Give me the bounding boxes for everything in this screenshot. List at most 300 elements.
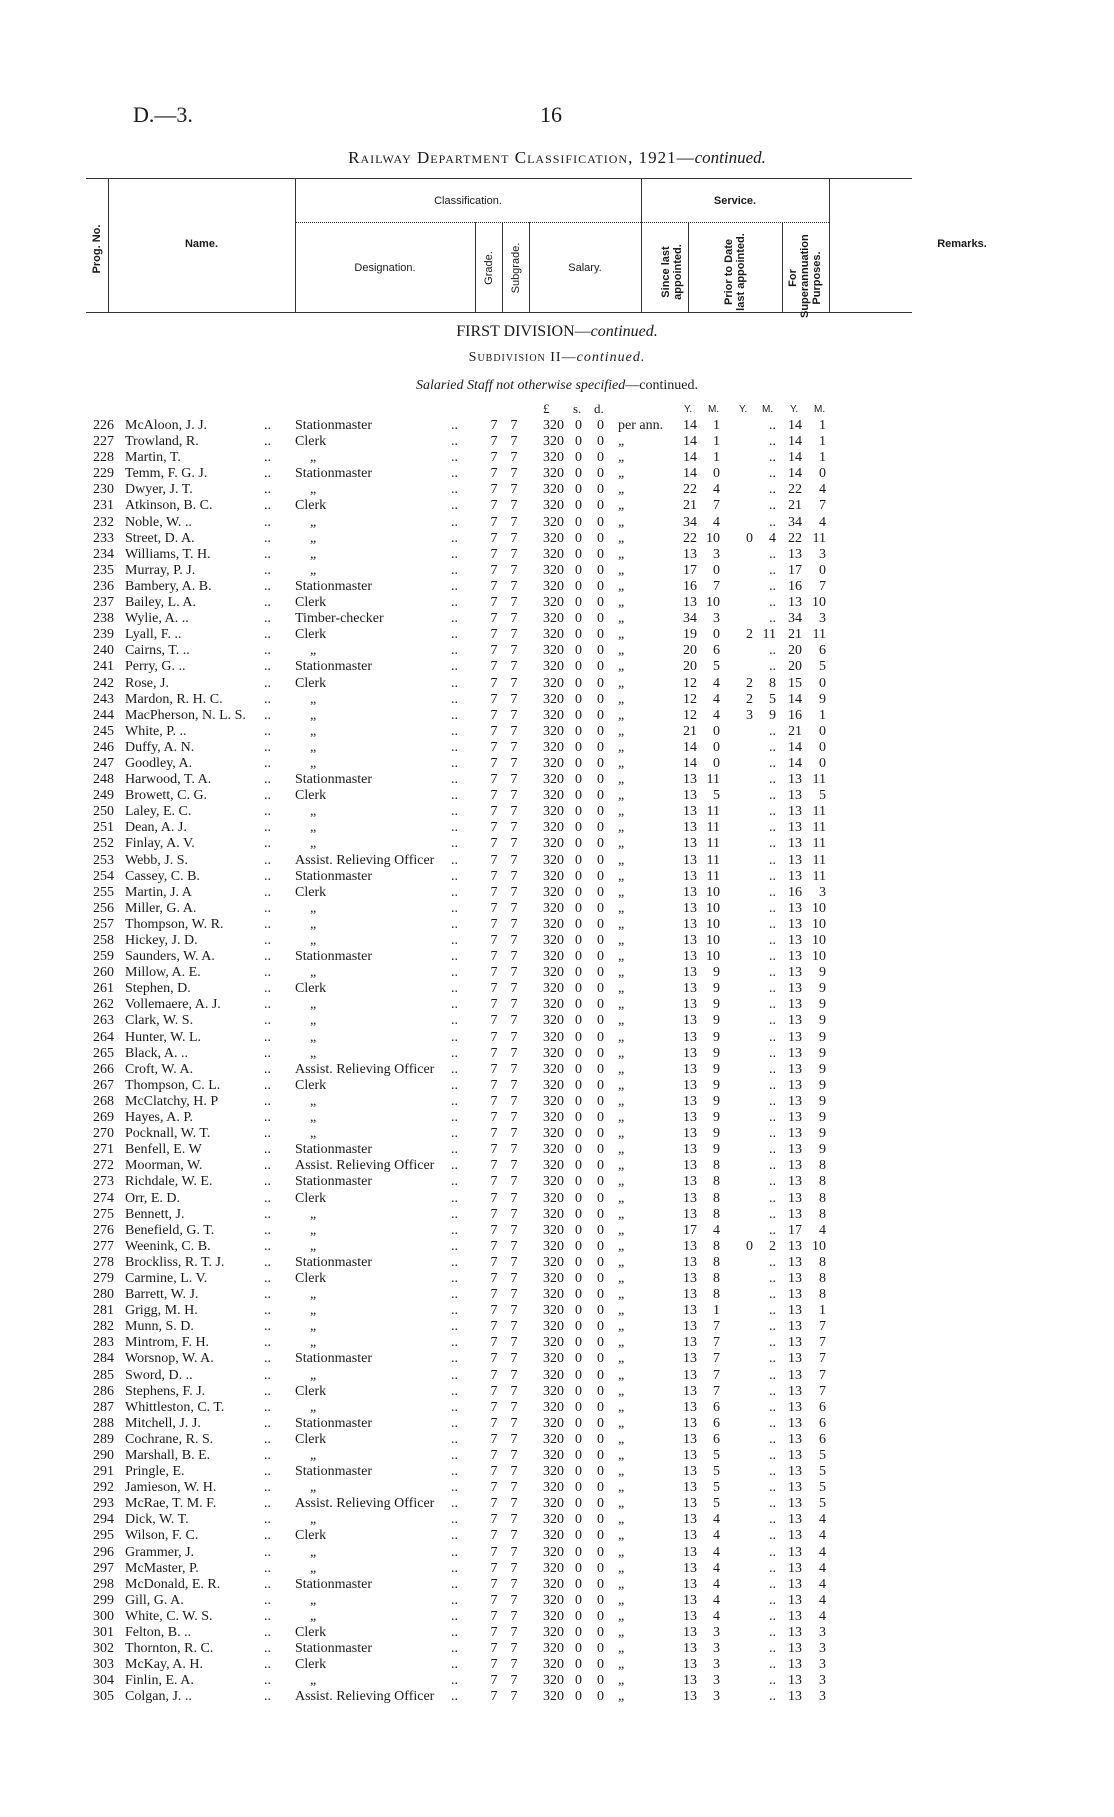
since-years-cell: 13 [683, 1608, 697, 1624]
subgrade-cell: 7 [510, 723, 518, 739]
since-years-cell: 13 [683, 1206, 697, 1222]
salary-period-cell: „ [618, 450, 625, 466]
designation-cell: „ [310, 1673, 317, 1689]
super-months-cell: 0 [819, 723, 826, 739]
super-years-cell: 13 [788, 1560, 802, 1576]
designation-leader-dots: .. [451, 1013, 458, 1029]
prog-no-cell: 268 [93, 1093, 114, 1109]
salary-period-cell: „ [618, 1126, 625, 1142]
salary-period-cell: „ [618, 1657, 625, 1673]
designation-cell: „ [310, 482, 317, 498]
prior-months-cell: .. [769, 836, 776, 852]
designation-leader-dots: .. [451, 1528, 458, 1544]
since-years-cell: 13 [683, 1399, 697, 1415]
since-years-cell: 13 [683, 1126, 697, 1142]
salary-pence-cell: 0 [597, 1335, 604, 1351]
division-heading-continued: continued. [590, 323, 658, 340]
salary-period-cell: „ [618, 1641, 625, 1657]
table-row [0, 434, 1114, 450]
grade-cell: 7 [490, 1303, 498, 1319]
since-months-cell: 9 [713, 1061, 720, 1077]
salary-period-cell: „ [618, 949, 625, 965]
prog-no-cell: 287 [93, 1399, 114, 1415]
salary-period-cell: „ [618, 1287, 625, 1303]
salary-period-cell: „ [618, 675, 625, 691]
salary-shillings-cell: 0 [575, 755, 582, 771]
document-reference: D.—3. [133, 102, 193, 127]
since-years-cell: 13 [683, 1351, 697, 1367]
name-cell: Orr, E. D. [125, 1190, 181, 1206]
name-cell: Atkinson, B. C. [125, 498, 213, 514]
grade-cell: 7 [490, 1158, 498, 1174]
table-row [0, 836, 1114, 852]
designation-cell: „ [310, 1608, 317, 1624]
salary-shillings-cell: 0 [575, 1110, 582, 1126]
salary-period-cell: „ [618, 981, 625, 997]
prior-months-cell: .. [769, 1190, 776, 1206]
since-years-cell: 13 [683, 595, 697, 611]
name-cell: Richdale, W. E. [125, 1174, 213, 1190]
name-cell: Croft, W. A. [125, 1061, 194, 1077]
super-years-cell: 13 [788, 1496, 802, 1512]
name-cell: McRae, T. M. F. [125, 1496, 217, 1512]
grade-cell: 7 [490, 707, 498, 723]
super-years-cell: 13 [788, 1576, 802, 1592]
salary-shillings-cell: 0 [575, 739, 582, 755]
salary-pence-cell: 0 [597, 1029, 604, 1045]
super-years-cell: 13 [788, 1608, 802, 1624]
designation-leader-dots: .. [451, 1270, 458, 1286]
name-cell: Cassey, C. B. [125, 868, 200, 884]
name-cell: Grigg, M. H. [125, 1303, 198, 1319]
since-years-cell: 12 [683, 707, 697, 723]
name-cell: Vollemaere, A. J. [125, 997, 221, 1013]
prog-no-cell: 234 [93, 546, 114, 562]
prior-months-cell: .. [769, 1319, 776, 1335]
salary-shillings-cell: 0 [575, 643, 582, 659]
grade-cell: 7 [490, 1319, 498, 1335]
table-row [0, 772, 1114, 788]
super-months-cell: 0 [819, 755, 826, 771]
since-months-cell: 9 [713, 981, 720, 997]
since-months-cell: 4 [713, 1576, 720, 1592]
since-years-cell: 13 [683, 1560, 697, 1576]
subgrade-cell: 7 [510, 1319, 518, 1335]
super-months-cell: 11 [812, 820, 826, 836]
designation-cell: Clerk [295, 981, 327, 997]
designation-cell: „ [310, 1110, 317, 1126]
since-years-cell: 13 [683, 1367, 697, 1383]
salary-pounds-cell: 320 [543, 595, 564, 611]
designation-cell: „ [310, 1399, 317, 1415]
table-row [0, 1512, 1114, 1528]
name-leader-dots: .. [264, 611, 271, 627]
prog-no-cell: 298 [93, 1576, 114, 1592]
prog-no-cell: 288 [93, 1415, 114, 1431]
prog-no-cell: 263 [93, 1013, 114, 1029]
name-cell: Stephen, D. [125, 981, 191, 997]
salary-pence-cell: 0 [597, 1367, 604, 1383]
grade-cell: 7 [490, 1608, 498, 1624]
salary-shillings-cell: 0 [575, 659, 582, 675]
since-years-cell: 34 [683, 611, 697, 627]
salary-period-cell: „ [618, 933, 625, 948]
designation-cell: „ [310, 1093, 317, 1109]
salary-shillings-cell: 0 [575, 1238, 582, 1254]
since-months-cell: 5 [713, 1496, 720, 1512]
prog-no-cell: 305 [93, 1689, 114, 1705]
name-leader-dots: .. [264, 772, 271, 788]
subgrade-cell: 7 [510, 466, 518, 482]
name-leader-dots: .. [264, 1029, 271, 1045]
divider-grade [502, 222, 503, 312]
subgrade-cell: 7 [510, 707, 518, 723]
salary-period-cell: „ [618, 723, 625, 739]
salary-pounds-cell: 320 [543, 1464, 564, 1480]
salary-pence-cell: 0 [597, 466, 604, 482]
designation-cell: „ [310, 1367, 317, 1383]
designation-cell: „ [310, 1512, 317, 1528]
table-row [0, 1625, 1114, 1641]
super-months-cell: 4 [819, 1576, 826, 1592]
salary-pence-cell: 0 [597, 820, 604, 836]
super-years-cell: 13 [788, 1464, 802, 1480]
salary-shillings-cell: 0 [575, 900, 582, 916]
salary-shillings-cell: 0 [575, 1174, 582, 1190]
designation-cell: „ [310, 450, 317, 466]
name-leader-dots: .. [264, 1448, 271, 1463]
salary-pence-cell: 0 [597, 1673, 604, 1689]
super-years-cell: 13 [788, 1045, 802, 1061]
designation-leader-dots: .. [451, 1110, 458, 1126]
salary-pounds-cell: 320 [543, 884, 564, 900]
designation-leader-dots: .. [451, 965, 458, 981]
name-leader-dots: .. [264, 1657, 271, 1673]
name-leader-dots: .. [264, 916, 271, 932]
name-leader-dots: .. [264, 1142, 271, 1158]
since-years-cell: 14 [683, 466, 697, 482]
table-row [0, 917, 1114, 933]
salary-pounds-cell: 320 [543, 949, 564, 965]
since-months-cell: 3 [713, 1641, 720, 1657]
name-leader-dots: .. [264, 1496, 271, 1512]
name-cell: Hayes, A. P. [125, 1110, 194, 1126]
name-cell: Dean, A. J. [125, 820, 187, 836]
salary-pence-cell: 0 [597, 611, 604, 627]
salary-period-cell: „ [618, 1689, 625, 1705]
designation-cell: „ [310, 1029, 317, 1045]
name-cell: Black, A. .. [125, 1045, 188, 1061]
salary-period-cell: „ [618, 1110, 625, 1126]
table-row [0, 418, 1114, 434]
designation-cell: „ [310, 1319, 317, 1335]
unit-shillings: s. [573, 401, 582, 416]
since-months-cell: 9 [713, 997, 720, 1013]
name-leader-dots: .. [264, 1093, 271, 1109]
subgrade-cell: 7 [510, 1399, 518, 1415]
designation-cell: Timber-checker [295, 611, 384, 627]
table-row [0, 1545, 1114, 1561]
designation-leader-dots: .. [451, 916, 458, 932]
salary-pounds-cell: 320 [543, 739, 564, 755]
prior-months-cell: .. [769, 1029, 776, 1045]
since-months-cell: 3 [713, 1689, 720, 1705]
salary-period-cell: „ [618, 611, 625, 627]
table-row [0, 1416, 1114, 1432]
salary-pence-cell: 0 [597, 1544, 604, 1560]
super-years-cell: 13 [788, 1689, 802, 1705]
super-years-cell: 13 [788, 1431, 802, 1447]
designation-leader-dots: .. [451, 482, 458, 498]
salary-pounds-cell: 320 [543, 1431, 564, 1447]
name-leader-dots: .. [264, 627, 271, 643]
designation-cell: „ [310, 1013, 317, 1029]
name-leader-dots: .. [264, 466, 271, 482]
table-row [0, 450, 1114, 466]
super-months-cell: 9 [819, 1061, 826, 1077]
subgrade-cell: 7 [510, 1528, 518, 1544]
col-designation: Designation. [354, 262, 416, 274]
name-leader-dots: .. [264, 1254, 271, 1270]
table-row [0, 1046, 1114, 1062]
subgrade-cell: 7 [510, 1287, 518, 1303]
prior-months-cell: 5 [769, 691, 776, 707]
salary-period-cell: „ [618, 1270, 625, 1286]
table-row [0, 1207, 1114, 1223]
super-months-cell: 8 [819, 1254, 826, 1270]
name-leader-dots: .. [264, 997, 271, 1013]
salary-shillings-cell: 0 [575, 804, 582, 820]
prior-months-cell: .. [769, 1673, 776, 1689]
prior-months-cell: .. [769, 466, 776, 482]
prior-months-cell: .. [769, 820, 776, 836]
designation-leader-dots: .. [451, 1029, 458, 1045]
table-row [0, 1593, 1114, 1609]
salary-shillings-cell: 0 [575, 1142, 582, 1158]
name-leader-dots: .. [264, 659, 271, 675]
since-months-cell: 11 [706, 868, 720, 884]
col-for-super: For Superannuation Purposes. [787, 234, 823, 318]
super-months-cell: 1 [819, 450, 826, 466]
name-cell: Jamieson, W. H. [125, 1480, 217, 1496]
prog-no-cell: 301 [93, 1625, 114, 1641]
designation-leader-dots: .. [451, 836, 458, 852]
classification-rule [295, 222, 641, 223]
designation-leader-dots: .. [451, 627, 458, 643]
super-years-cell: 16 [788, 578, 802, 594]
salary-shillings-cell: 0 [575, 1448, 582, 1463]
salary-pounds-cell: 320 [543, 1576, 564, 1592]
super-years-cell: 13 [788, 1448, 802, 1463]
name-cell: Harwood, T. A. [125, 772, 212, 788]
prog-no-cell: 239 [93, 627, 114, 643]
salary-pounds-cell: 320 [543, 418, 564, 433]
super-years-cell: 13 [788, 1367, 802, 1383]
salary-pence-cell: 0 [597, 1045, 604, 1061]
prog-no-cell: 259 [93, 949, 114, 965]
salary-pence-cell: 0 [597, 1158, 604, 1174]
subgrade-cell: 7 [510, 595, 518, 611]
super-years-cell: 22 [788, 482, 802, 498]
salary-period-cell: „ [618, 1093, 625, 1109]
prior-months-cell: .. [769, 804, 776, 820]
salary-pence-cell: 0 [597, 1431, 604, 1447]
salary-pence-cell: 0 [597, 1270, 604, 1286]
name-leader-dots: .. [264, 820, 271, 836]
super-years-cell: 13 [788, 1287, 802, 1303]
table-row [0, 997, 1114, 1013]
designation-leader-dots: .. [451, 1319, 458, 1335]
since-months-cell: 5 [713, 788, 720, 804]
salary-period-cell: „ [618, 1206, 625, 1222]
grade-cell: 7 [490, 949, 498, 965]
super-months-cell: 8 [819, 1270, 826, 1286]
subgrade-cell: 7 [510, 1512, 518, 1528]
prog-no-cell: 249 [93, 788, 114, 804]
name-cell: Clark, W. S. [125, 1013, 194, 1029]
designation-cell: Clerk [295, 1528, 327, 1544]
prog-no-cell: 283 [93, 1335, 114, 1351]
name-leader-dots: .. [264, 965, 271, 981]
designation-leader-dots: .. [451, 466, 458, 482]
designation-leader-dots: .. [451, 804, 458, 820]
grade-cell: 7 [490, 1448, 498, 1463]
grade-cell: 7 [490, 530, 498, 546]
super-months-cell: 8 [819, 1287, 826, 1303]
table-row [0, 1368, 1114, 1384]
since-years-cell: 14 [683, 418, 697, 433]
table-row [0, 692, 1114, 708]
super-years-cell: 13 [788, 1061, 802, 1077]
grade-cell: 7 [490, 466, 498, 482]
super-years-cell: 13 [788, 1335, 802, 1351]
table-row [0, 1078, 1114, 1094]
grade-cell: 7 [490, 1142, 498, 1158]
designation-leader-dots: .. [451, 450, 458, 466]
name-cell: Grammer, J. [125, 1544, 195, 1560]
name-leader-dots: .. [264, 804, 271, 820]
salary-period-cell: „ [618, 1464, 625, 1480]
salary-pence-cell: 0 [597, 1592, 604, 1608]
since-years-cell: 13 [683, 1013, 697, 1029]
designation-cell: Clerk [295, 884, 327, 900]
designation-cell: Stationmaster [295, 1641, 372, 1657]
salary-period-cell: „ [618, 1351, 625, 1367]
salary-pence-cell: 0 [597, 1608, 604, 1624]
salary-pence-cell: 0 [597, 981, 604, 997]
staff-heading [0, 378, 1114, 394]
subgrade-cell: 7 [510, 691, 518, 707]
name-cell: Goodley, A. [125, 755, 193, 771]
since-years-cell: 13 [683, 1625, 697, 1641]
subgrade-cell: 7 [510, 1142, 518, 1158]
name-leader-dots: .. [264, 1351, 271, 1367]
prior-months-cell: .. [769, 1528, 776, 1544]
salary-shillings-cell: 0 [575, 1641, 582, 1657]
salary-pounds-cell: 320 [543, 546, 564, 562]
since-years-cell: 13 [683, 965, 697, 981]
since-months-cell: 6 [713, 1431, 720, 1447]
super-months-cell: 9 [819, 1077, 826, 1093]
name-leader-dots: .. [264, 852, 271, 868]
super-years-cell: 14 [788, 755, 802, 771]
designation-cell: Stationmaster [295, 1174, 372, 1190]
designation-cell: „ [310, 804, 317, 820]
subgrade-cell: 7 [510, 884, 518, 900]
designation-cell: „ [310, 1544, 317, 1560]
salary-pounds-cell: 320 [543, 578, 564, 594]
salary-shillings-cell: 0 [575, 466, 582, 482]
since-years-cell: 13 [683, 1641, 697, 1657]
grade-cell: 7 [490, 1287, 498, 1303]
super-months-cell: 7 [819, 1351, 826, 1367]
prog-no-cell: 258 [93, 933, 114, 948]
since-years-cell: 22 [683, 482, 697, 498]
super-months-cell: 7 [819, 1383, 826, 1399]
name-cell: Temm, F. G. J. [125, 466, 208, 482]
grade-cell: 7 [490, 900, 498, 916]
salary-shillings-cell: 0 [575, 482, 582, 498]
name-leader-dots: .. [264, 1480, 271, 1496]
salary-shillings-cell: 0 [575, 1528, 582, 1544]
prior-months-cell: .. [769, 1287, 776, 1303]
subgrade-cell: 7 [510, 997, 518, 1013]
salary-pounds-cell: 320 [543, 1158, 564, 1174]
salary-pounds-cell: 320 [543, 643, 564, 659]
name-leader-dots: .. [264, 884, 271, 900]
subdivision-heading [0, 350, 1114, 366]
prior-months-cell: .. [769, 595, 776, 611]
name-cell: Colgan, J. .. [125, 1689, 192, 1705]
salary-period-cell: „ [618, 1383, 625, 1399]
since-years-cell: 13 [683, 1142, 697, 1158]
name-cell: Mintrom, F. H. [125, 1335, 210, 1351]
name-cell: MacPherson, N. L. S. [125, 707, 246, 723]
salary-pence-cell: 0 [597, 836, 604, 852]
designation-cell: „ [310, 916, 317, 932]
since-years-cell: 13 [683, 852, 697, 868]
salary-pence-cell: 0 [597, 546, 604, 562]
designation-cell: „ [310, 1045, 317, 1061]
designation-leader-dots: .. [451, 933, 458, 948]
salary-period-cell: „ [618, 1592, 625, 1608]
designation-leader-dots: .. [451, 546, 458, 562]
salary-period-cell: „ [618, 788, 625, 804]
table-row [0, 1223, 1114, 1239]
subgrade-cell: 7 [510, 900, 518, 916]
salary-period-cell: „ [618, 1544, 625, 1560]
salary-pence-cell: 0 [597, 1399, 604, 1415]
super-years-cell: 13 [788, 900, 802, 916]
grade-cell: 7 [490, 482, 498, 498]
since-months-cell: 5 [713, 1464, 720, 1480]
name-leader-dots: .. [264, 1287, 271, 1303]
table-row [0, 1609, 1114, 1625]
prog-no-cell: 266 [93, 1061, 114, 1077]
col-salary: Salary. [568, 262, 602, 274]
name-cell: Martin, J. A [125, 884, 192, 900]
prior-months-cell: .. [769, 772, 776, 788]
name-leader-dots: .. [264, 530, 271, 546]
designation-cell: „ [310, 965, 317, 981]
salary-pounds-cell: 320 [543, 772, 564, 788]
salary-period-cell: „ [618, 1625, 625, 1641]
salary-pence-cell: 0 [597, 1303, 604, 1319]
since-months-cell: 10 [706, 884, 720, 900]
designation-cell: Clerk [295, 1190, 327, 1206]
name-leader-dots: .. [264, 1544, 271, 1560]
subgrade-cell: 7 [510, 916, 518, 932]
